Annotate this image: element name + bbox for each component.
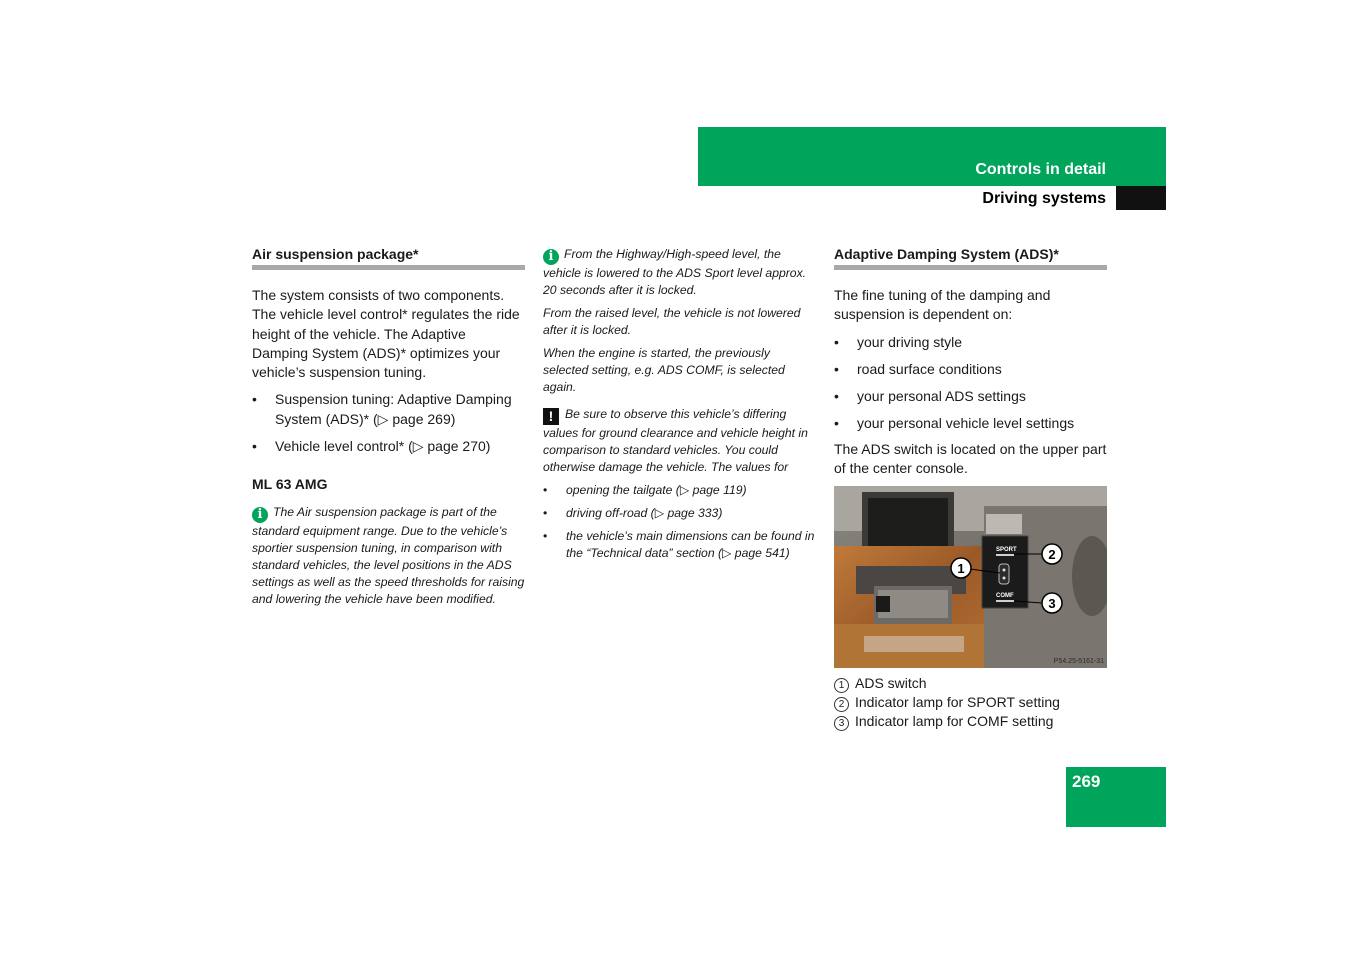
callout-1 [951,558,971,578]
info-icon: i [543,249,559,265]
sport-label: SPORT [996,547,1017,554]
subsection-row [698,186,1166,210]
list-item: • opening the tailgate (▷ page 119) [543,483,747,497]
legend-item: 1 ADS switch [834,674,1107,693]
photo-code: P54.25-5161-31 [1053,658,1104,666]
list-item: • your personal vehicle level settings [834,415,1075,432]
heading-air-suspension: Air suspension package* [252,246,419,262]
callout-2 [1042,544,1062,564]
section-title: Controls in detail [975,161,1106,178]
column-3 [834,246,1107,731]
svg-text:2: 2 [1048,547,1056,563]
svg-text:3: 3 [1048,596,1056,612]
bullet-list [252,390,525,456]
legend-item: 2 Indicator lamp for SPORT setting [834,693,1107,712]
intro-paragraph: The system consists of two components. The vehicle level control* regulates the ride height of the vehicle. The Adaptive Damping System (ADS)* optimizes your vehicle’s suspension tuning. [252,287,520,381]
list-item: • road surface conditions [834,360,1002,377]
svg-text:1: 1 [957,561,965,577]
page-number-box [1066,767,1166,827]
column-2 [543,246,817,568]
page-number: 269 [1072,772,1101,791]
bullet-list [834,333,1107,434]
callout-3 [1042,593,1062,613]
comf-label: COMF [996,593,1014,600]
location-paragraph: The ADS switch is located on the upper part of the center console. [834,440,1107,477]
list-item: • your personal ADS settings [834,388,1026,405]
chapter-tab [1116,186,1166,210]
note-paragraph: From the raised level, the vehicle is not lowered after it is locked. [543,306,801,337]
info-note: i From the Highway/High-speed level, the vehicle is lowered to the ADS Sport level approx. 20 seconds after it is locked. [543,247,807,297]
intro-paragraph: The fine tuning of the damping and suspension is dependent on: [834,287,1051,323]
list-item: • the vehicle’s main dimensions can be found in the “Technical data” section (▷ page 541) [543,529,815,560]
legend-item: 3 Indicator lamp for COMF setting [834,712,1107,731]
column-1 [252,246,525,614]
warning-note: ! Be sure to observe this vehicle’s differing values for ground clearance and vehicle height in comparison to standard vehicles. You could otherwise damage the vehicle. The values for [543,407,808,474]
subheading-ml63: ML 63 AMG [252,476,328,493]
warning-list [543,482,817,562]
list-item: • your driving style [834,333,963,350]
info-icon: i [252,507,268,523]
list-item: • Vehicle level control* (▷ page 270) [252,438,491,455]
list-item: • Suspension tuning: Adaptive Damping System (ADS)* (▷ page 269) [252,391,512,427]
warning-icon: ! [543,408,559,425]
subsection-title: Driving systems [982,190,1106,207]
heading-rule [834,265,1107,270]
note-paragraph: When the engine is started, the previously selected setting, e.g. ADS COMF, is selected again. [543,346,785,394]
heading-ads: Adaptive Damping System (ADS)* [834,246,1059,262]
photo-legend [834,674,1107,731]
heading-rule [252,265,525,270]
center-console-photo [834,486,1107,668]
info-note: i The Air suspension package is part of the standard equipment range. Due to the vehicle’s sportier suspension tuning, in comparison with standard vehicles, the level positions in the ADS settings as well as the speed thresholds for raising and lowering the vehicle have been modified. [252,505,525,607]
list-item: • driving off-road (▷ page 333) [543,506,723,520]
